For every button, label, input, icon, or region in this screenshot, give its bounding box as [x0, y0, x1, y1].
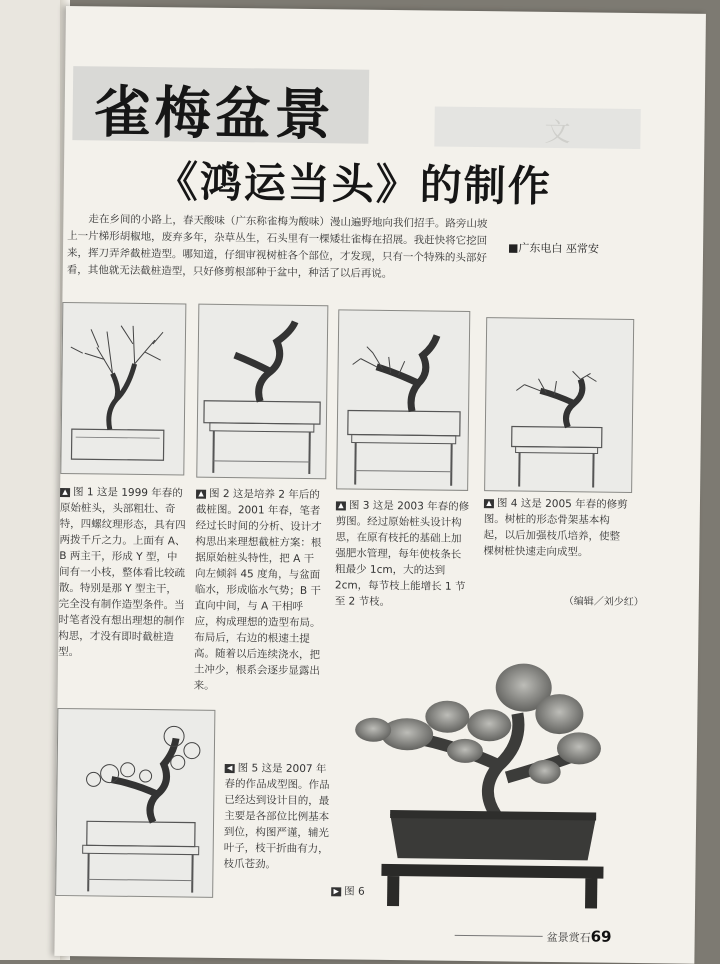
- bonsai-photo-6: [345, 645, 608, 910]
- triangle-icon: ▲: [336, 501, 346, 510]
- footer-rule: [455, 935, 543, 937]
- triangle-icon: ▲: [196, 490, 206, 499]
- figure-6-label: [331, 883, 365, 898]
- figure-4-caption-text: 图 4 这是 2005 年春的修剪图。树桩的形态骨架基本构起，以后加强枝爪培养，使整棵树桩快速走向成型。: [483, 497, 627, 558]
- magazine-name: 盆景赏石: [547, 931, 591, 945]
- triangle-icon: ▲: [60, 488, 70, 497]
- figure-4-image: [484, 317, 634, 493]
- figure-6-photo: [345, 645, 608, 910]
- figure-5-caption-text: 图 5 这是 2007 年春的作品成型图。作品已经达到设计目的，最主要是各部位比例基本到位，构图严谨，辅光叶子，枝干折曲有力，枝爪苍劲。: [223, 762, 329, 870]
- figure-4-caption: [483, 495, 630, 561]
- figure-1-caption: [58, 484, 188, 662]
- triangle-icon: ◀: [225, 764, 235, 773]
- triangle-icon: ▲: [484, 499, 494, 508]
- author-byline: ■广东电白 巫常安: [508, 239, 599, 256]
- figure-3-image: [336, 309, 470, 491]
- figure-2-image: [196, 304, 328, 480]
- article-title-main: 雀梅盆景: [94, 68, 335, 151]
- figure-2-caption-text: 图 2 这是培养 2 年后的截桩图。2001 年春，笔者经过长时间的分析、设计才构思出来理想截桩方案：根据原始桩头特性，把 A 干向左倾斜 45 度角，与盆面临水，形成临水气势；B 干直向中间，与 A 干相呼应，构成理想的造型布局。布局后，右边的根速土提高。随着以后连续浇水，把土冲少，根系会逐步显露出来。: [194, 488, 322, 692]
- figure-5-caption: [223, 760, 334, 873]
- magazine-page: [54, 6, 706, 964]
- title-band-right: [434, 107, 640, 150]
- bonsai-sketch-1: [61, 303, 185, 474]
- page-footer: [547, 927, 612, 946]
- bonsai-sketch-3: [337, 310, 469, 490]
- figure-3-caption-text: 图 3 这是 2003 年春的修剪图。经过原始桩头设计构思，在原有枝托的基础上加强肥水管理，每年使枝条长粗最少 1cm，大的达到 2cm，每节枝上能增长 1 节至 2 节枝。: [335, 499, 470, 608]
- triangle-icon: ▶: [331, 887, 341, 896]
- figure-2-caption: [194, 486, 325, 696]
- page-number: 69: [591, 927, 612, 945]
- figure-6-label-text: 图 6: [344, 885, 365, 897]
- figure-1-image: [60, 302, 186, 476]
- figure-1-caption-text: 图 1 这是 1999 年春的原始桩头，头部粗壮、奇特，四螺纹理形态，具有四两拨千斤之力。上面有 A、B 两主干，形成 Y 型，中间有一小枝，整体看比较疏散。特别是那 Y 型主干，完全没有制作造型条件。当时笔者没有想出理想的制作构思，才没有即时截桩造型。: [58, 486, 186, 658]
- title-band-glyph: 文: [544, 112, 570, 149]
- figure-5-image: [55, 708, 215, 898]
- article-title-sub: 《鸿运当头》的制作: [156, 149, 553, 214]
- intro-paragraph: 走在乡间的小路上，春天酸味（广东称雀梅为酸味）漫山遍野地向我们招手。路旁山坡上一片梯形胡椒地，废弃多年，杂草丛生，石头里有一棵矮壮雀梅在招展。我赶快将它挖回来，挥刀弄斧截桩造型。哪知道，仔细审视树桩各个部位，才发现，只有一个特殊的头部好看，其他就无法截桩造型，只好修剪根部种于盆中，种活了以后再说。: [67, 211, 498, 284]
- bonsai-sketch-2: [197, 305, 327, 479]
- editor-credit: （编辑／刘少红）: [564, 592, 644, 608]
- bonsai-sketch-4: [485, 318, 633, 492]
- bonsai-sketch-5: [56, 709, 214, 897]
- figure-3-caption: [335, 497, 470, 611]
